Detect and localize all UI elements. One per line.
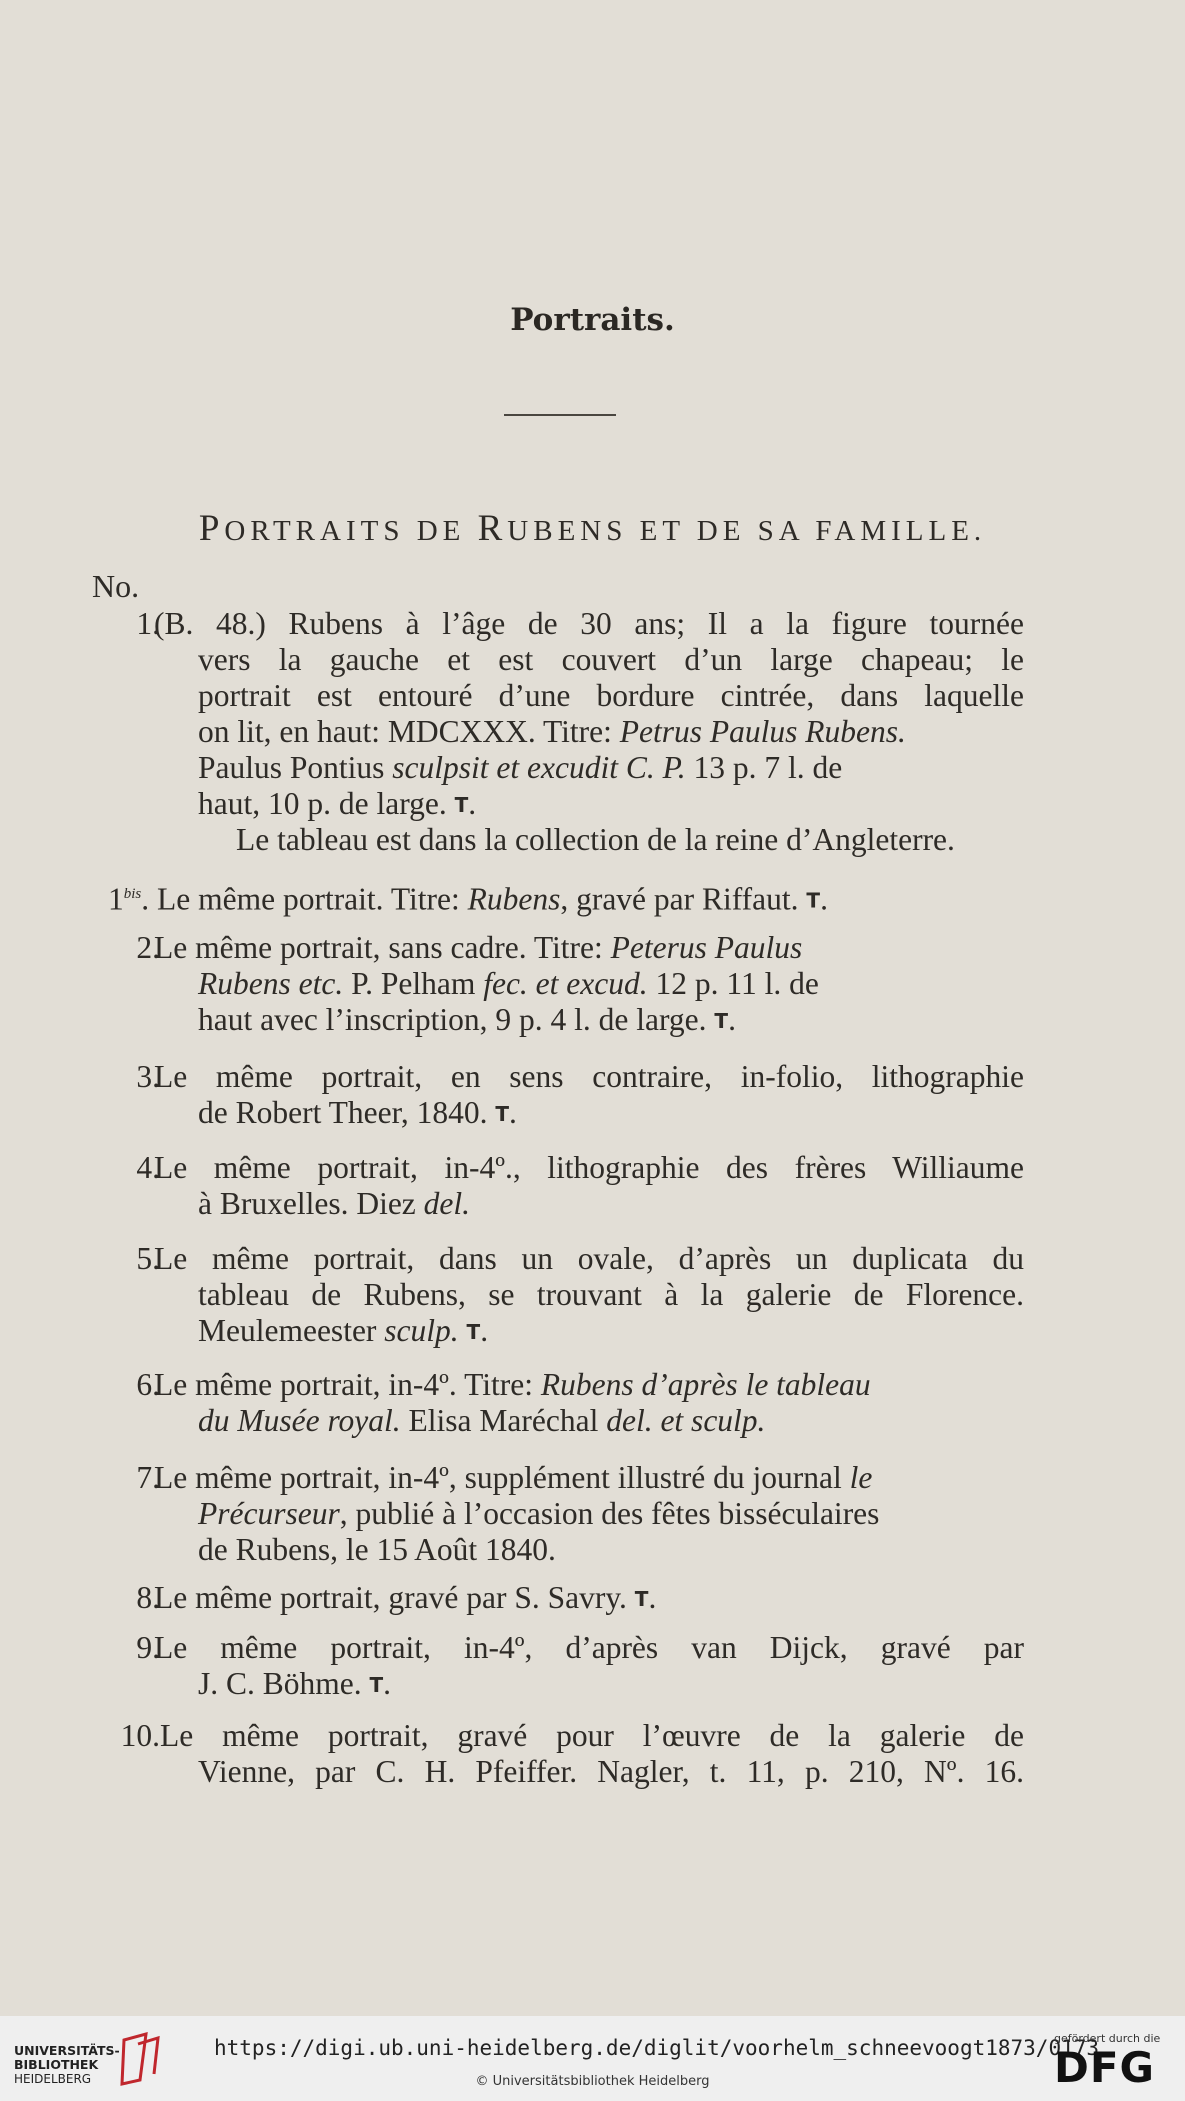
entry-text: Le même portrait, sans cadre. Titre:	[154, 930, 611, 965]
entry-number: 4.	[136, 1150, 160, 1185]
t-mark: T	[454, 793, 469, 817]
entry-line	[154, 1580, 656, 1617]
entry-text: .	[648, 1580, 657, 1615]
entry-line	[198, 1186, 470, 1222]
entry-line: Le même portrait, in-4º, d’après van Dijck, gravé par	[154, 1630, 1024, 1665]
dfg-logo[interactable]: DFG	[1054, 2043, 1156, 2092]
entry-line: Le même portrait, in-4º., lithographie des frères Williaume	[154, 1150, 1024, 1185]
entry-text: , gravé par Riffaut.	[560, 881, 807, 917]
funder-caption: gefördert durch die	[1054, 2032, 1161, 2045]
section-cap-r: R	[477, 508, 508, 549]
entry-line: portrait est entouré d’une bordure cintrée, dans laquelle	[198, 678, 1024, 713]
entry-line	[198, 1095, 517, 1132]
entry-number: 1.	[136, 606, 160, 641]
entry-line	[108, 876, 828, 919]
entry-text: on lit, en haut: MDCXXX. Titre:	[198, 714, 620, 749]
entry-text: Le même portrait, gravé par S. Savry.	[154, 1580, 635, 1615]
entry-text: .	[468, 786, 477, 821]
entry-line: Le tableau est dans la collection de la reine d’Angleterre.	[236, 822, 955, 857]
entry-number: 1	[108, 881, 124, 917]
entry-text: Paulus Pontius	[198, 750, 393, 785]
entry-italic: Peterus Paulus	[610, 930, 803, 965]
entry-text: Meulemeester	[198, 1313, 385, 1348]
entry-text: .	[508, 1095, 517, 1130]
entry-text: Le même portrait, in-4º, supplément illustré du journal	[154, 1460, 850, 1495]
entry-line: de Rubens, le 15 Août 1840.	[198, 1532, 556, 1567]
entry-line: tableau de Rubens, se trouvant à la galerie de Florence.	[198, 1277, 1024, 1312]
entry-line	[198, 1002, 736, 1039]
entry-italic: Rubens etc.	[198, 966, 344, 1001]
entry-line: (B. 48.) Rubens à l’âge de 30 ans; Il a la figure tournée	[154, 606, 1024, 641]
entry-line	[154, 930, 1024, 966]
entry-text: 12 p. 11 l. de	[647, 966, 819, 1001]
entry-line	[198, 1403, 765, 1439]
entry-text: P. Pelham	[343, 966, 484, 1001]
entry-italic: sculpsit et excudit C. P.	[392, 750, 686, 785]
entry-line	[154, 1460, 1024, 1496]
entry-italic: du Musée royal.	[198, 1403, 401, 1438]
entry-number: 3.	[136, 1059, 160, 1094]
entry-line	[198, 786, 476, 823]
entry-number: 7.	[136, 1460, 160, 1495]
entry-text: de Robert Theer, 1840.	[198, 1095, 496, 1130]
entry-text: haut avec l’inscription, 9 p. 4 l. de large.	[198, 1002, 715, 1037]
entry-text: .	[728, 1002, 736, 1037]
entry-text: . Le même portrait. Titre:	[141, 881, 468, 917]
library-name-line-3: HEIDELBERG	[14, 2072, 92, 2086]
t-mark: T	[634, 1587, 649, 1611]
entry-line	[198, 1313, 488, 1350]
entry-number: 8.	[136, 1580, 160, 1615]
entry-number: 9.	[136, 1630, 160, 1665]
entry-number: 6.	[136, 1367, 160, 1402]
entry-line	[198, 714, 1024, 750]
entry-line	[198, 1666, 391, 1703]
section-small-1: ORTRAITS DE	[224, 515, 478, 547]
entry-italic: fec. et excud.	[483, 966, 648, 1001]
copyright-notice: © Universitätsbibliothek Heidelberg	[475, 2074, 710, 2089]
entry-text: 13 p. 7 l. de	[685, 750, 843, 785]
entry-text: , publié à l’occasion des fêtes bisséculaires	[339, 1496, 880, 1531]
entry-text: .	[820, 881, 828, 917]
entry-text: Le même portrait, in-4º. Titre:	[154, 1367, 541, 1402]
entry-line	[198, 750, 1024, 786]
entry-italic: del.	[423, 1186, 471, 1221]
entry-italic: Petrus Paulus Rubens.	[619, 714, 906, 749]
entry-number: 5.	[136, 1241, 160, 1276]
entry-line: vers la gauche et est couvert d’un large chapeau; le	[198, 642, 1024, 677]
entry-line	[154, 1367, 1024, 1403]
entry-italic: Rubens	[467, 881, 561, 917]
entry-number: 10.	[120, 1718, 160, 1753]
t-mark: T	[495, 1102, 509, 1126]
entry-text: .	[383, 1666, 392, 1701]
entry-italic: Précurseur	[198, 1496, 340, 1531]
title-rule	[504, 414, 616, 416]
viewer-footer	[0, 2016, 1185, 2101]
entry-line: Le même portrait, dans un ovale, d’après un duplicata du	[154, 1241, 1024, 1276]
entry-italic: Rubens d’après le tableau	[540, 1367, 871, 1402]
t-mark: T	[714, 1009, 729, 1033]
entry-line	[198, 1496, 1024, 1532]
entry-italic: del. et sculp.	[606, 1403, 766, 1438]
entry-text: Elisa Maréchal	[400, 1403, 607, 1438]
library-name-line-1: UNIVERSITÄTS-	[14, 2043, 120, 2058]
entry-text: haut, 10 p. de large.	[198, 786, 455, 821]
document-url-link[interactable]: https://digi.ub.uni-heidelberg.de/diglit/voorhelm_schneevoogt1873/0173	[214, 2036, 1100, 2060]
entry-text: à Bruxelles. Diez	[198, 1186, 424, 1221]
entry-line: Vienne, par C. H. Pfeiffer. Nagler, t. 11, p. 210, Nº. 16.	[198, 1754, 1024, 1789]
entry-superscript: bis	[123, 886, 142, 902]
section-cap-p: P	[198, 508, 225, 549]
entry-line: Le même portrait, gravé pour l’œuvre de la galerie de	[160, 1718, 1024, 1753]
entry-number: 2.	[136, 930, 160, 965]
entry-line	[198, 966, 1024, 1002]
page-title: Portraits.	[510, 302, 675, 338]
entry-line: Le même portrait, en sens contraire, in-folio, lithographie	[154, 1059, 1024, 1094]
section-heading	[0, 507, 1185, 550]
t-mark: T	[369, 1673, 384, 1697]
library-name-line-2: BIBLIOTHEK	[14, 2057, 99, 2072]
entry-italic: sculp.	[384, 1313, 459, 1348]
entry-text: .	[480, 1313, 489, 1348]
t-mark: T	[806, 888, 821, 913]
entry-text: J. C. Böhme.	[198, 1666, 370, 1701]
number-column-label: No.	[92, 568, 140, 604]
t-mark: T	[466, 1320, 481, 1344]
section-small-2: UBENS ET DE SA FAMILLE.	[507, 515, 987, 547]
entry-italic: le	[849, 1460, 873, 1495]
